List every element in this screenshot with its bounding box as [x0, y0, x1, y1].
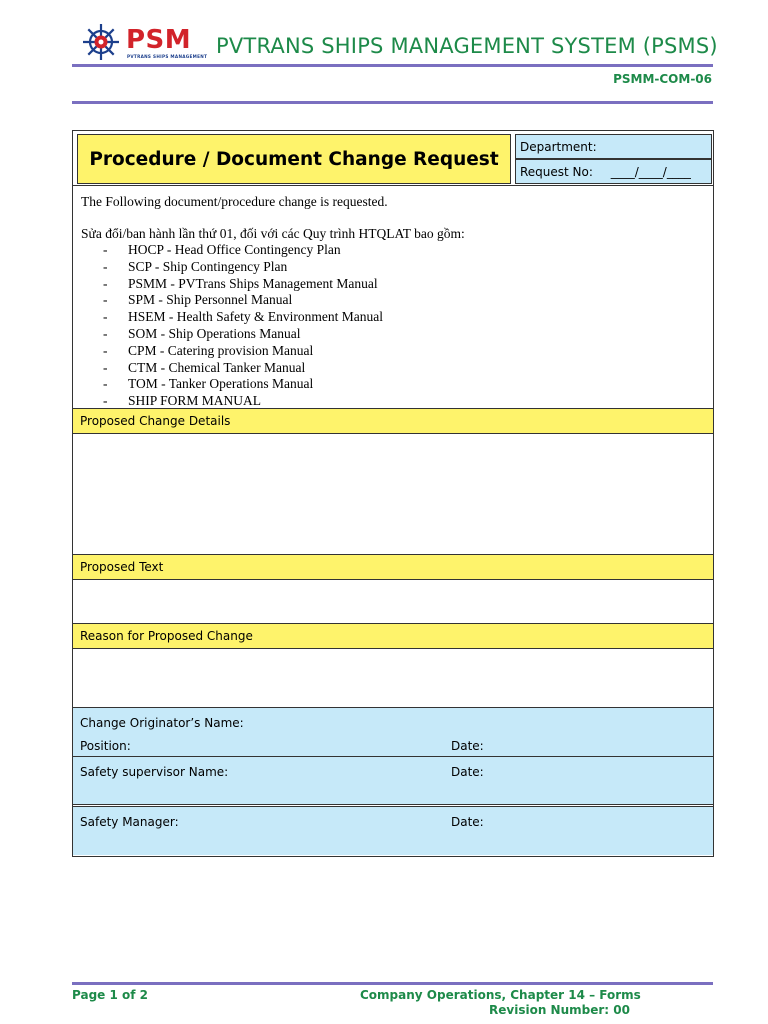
list-item: - SCP - Ship Contingency Plan — [103, 258, 288, 274]
list-item: - HOCP - Head Office Contingency Plan — [103, 242, 341, 257]
request-vietnamese-text: Sửa đổi/ban hành lần thứ 01, đối với các Quy trình HTQLAT bao gồm: — [81, 226, 465, 241]
safety-supervisor-label[interactable]: Safety supervisor Name: — [80, 765, 229, 779]
proposed-change-details-header: Proposed Change Details — [73, 408, 713, 434]
logo-subtext: PVTRANS SHIPS MANAGEMENT — [127, 54, 208, 59]
reason-area[interactable] — [73, 649, 713, 707]
manual-list — [103, 242, 383, 410]
chapter-label: Company Operations, Chapter 14 – Forms — [360, 988, 641, 1002]
request-number-label: Request No: — [520, 165, 593, 179]
safety-manager-label[interactable]: Safety Manager: — [80, 815, 179, 829]
page-number: Page 1 of 2 — [72, 988, 148, 1002]
list-item: - SHIP FORM MANUAL — [103, 393, 262, 409]
request-number-field[interactable] — [515, 159, 712, 184]
list-item: - HSEM - Health Safety & Environment Manual — [103, 309, 383, 325]
originator-name-label[interactable]: Change Originator’s Name: — [80, 716, 244, 730]
supervisor-date-label[interactable]: Date: — [451, 765, 484, 779]
form-title: Procedure / Document Change Request — [89, 148, 499, 170]
footer-rule — [72, 982, 713, 985]
list-item: - PSMM - PVTrans Ships Management Manual — [103, 275, 378, 291]
request-number-value: ____/____/____ — [610, 165, 691, 179]
department-field[interactable] — [515, 134, 712, 159]
logo-wordmark: PSM — [126, 25, 192, 55]
position-label[interactable]: Position: — [80, 739, 131, 753]
request-intro-text: The Following document/procedure change is requested. — [81, 194, 388, 209]
change-request-form — [72, 130, 714, 857]
form-title-box — [77, 134, 511, 184]
originator-block — [73, 707, 713, 756]
list-item: - CPM - Catering provision Manual — [103, 342, 314, 358]
header-rule-top — [72, 64, 713, 67]
proposed-text-header: Proposed Text — [73, 554, 713, 580]
safety-manager-block — [73, 806, 713, 855]
list-item: - TOM - Tanker Operations Manual — [103, 376, 314, 392]
safety-supervisor-block — [73, 756, 713, 805]
manager-date-label[interactable]: Date: — [451, 815, 484, 829]
ship-wheel-icon — [80, 22, 122, 62]
list-item: - SPM - Ship Personnel Manual — [103, 292, 293, 308]
proposed-text-area[interactable] — [73, 580, 713, 623]
proposed-change-details-area[interactable] — [73, 434, 713, 554]
company-logo — [80, 22, 206, 62]
page-header-title: PVTRANS SHIPS MANAGEMENT SYSTEM (PSMS) — [216, 34, 718, 58]
list-item: - SOM - Ship Operations Manual — [103, 325, 301, 341]
reason-header: Reason for Proposed Change — [73, 623, 713, 649]
department-label: Department: — [520, 140, 597, 154]
revision-number: Revision Number: 00 — [489, 1003, 630, 1017]
list-item: - CTM - Chemical Tanker Manual — [103, 359, 306, 375]
originator-date-label[interactable]: Date: — [451, 739, 484, 753]
document-code: PSMM-COM-06 — [613, 72, 712, 86]
requested-change-section — [73, 185, 713, 408]
header-rule-bottom — [72, 101, 713, 104]
